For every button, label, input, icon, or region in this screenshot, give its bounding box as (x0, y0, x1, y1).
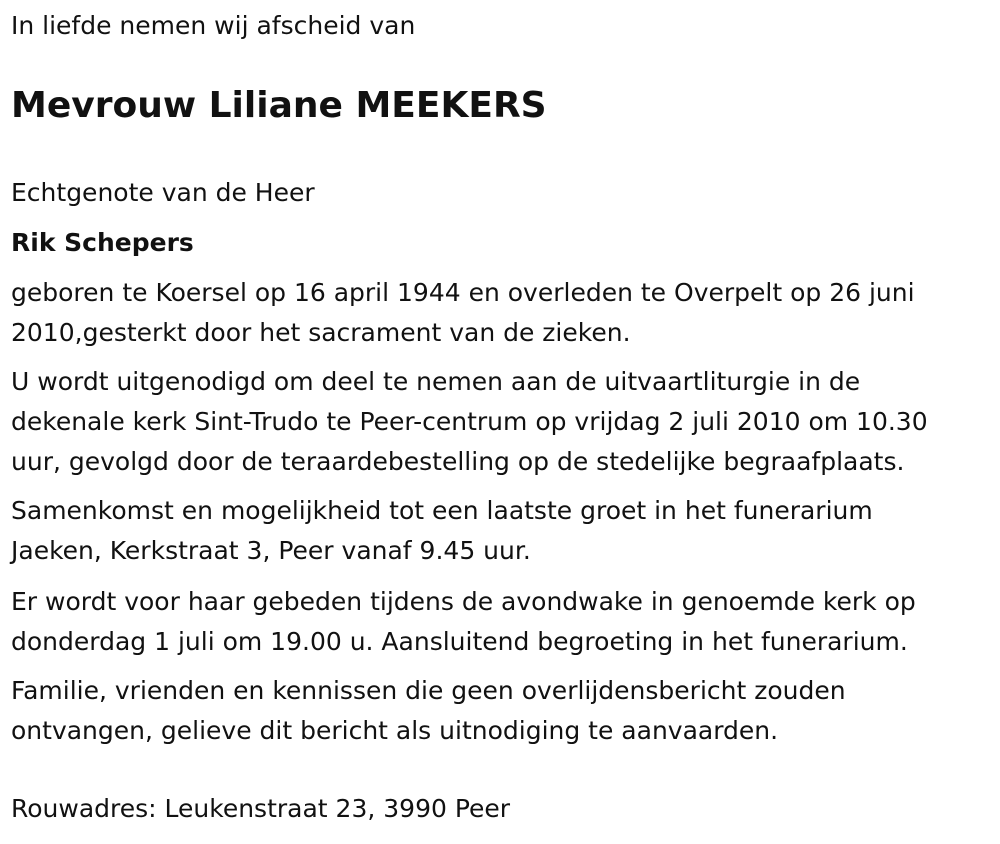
paragraph-notice (11, 671, 996, 751)
paragraph-line: Jaeken, Kerkstraat 3, Peer vanaf 9.45 uur. (11, 536, 531, 565)
intro-text: In liefde nemen wij afscheid van (11, 11, 416, 40)
paragraph-line: 2010,gesterkt door het sacrament van de zieken. (11, 318, 631, 347)
paragraph-line: geboren te Koersel op 16 april 1944 en overleden te Overpelt op 26 juni (11, 278, 915, 307)
paragraph-vigil (11, 582, 996, 662)
paragraph-line: Samenkomst en mogelijkheid tot een laatste groet in het funerarium (11, 496, 873, 525)
spouse-intro-text: Echtgenote van de Heer (11, 178, 315, 207)
paragraph-line: U wordt uitgenodigd om deel te nemen aan de uitvaartliturgie in de (11, 367, 861, 396)
spouse-name: Rik Schepers (11, 228, 194, 257)
paragraph-line: dekenale kerk Sint-Trudo te Peer-centrum op vrijdag 2 juli 2010 om 10.30 (11, 407, 928, 436)
paragraph-birth-death (11, 273, 996, 353)
paragraph-line: ontvangen, gelieve dit bericht als uitnodiging te aanvaarden. (11, 716, 779, 745)
paragraph-funeral-service (11, 362, 996, 482)
paragraph-line: Er wordt voor haar gebeden tijdens de avondwake in genoemde kerk op (11, 587, 916, 616)
paragraph-line: donderdag 1 juli om 19.00 u. Aansluitend begroeting in het funerarium. (11, 627, 908, 656)
paragraph-line: Familie, vrienden en kennissen die geen overlijdensbericht zouden (11, 676, 846, 705)
mourning-address: Rouwadres: Leukenstraat 23, 3990 Peer (11, 794, 511, 823)
paragraph-gathering (11, 491, 996, 571)
deceased-name: Mevrouw Liliane MEEKERS (11, 85, 547, 126)
paragraph-line: uur, gevolgd door de teraardebestelling op de stedelijke begraafplaats. (11, 447, 905, 476)
